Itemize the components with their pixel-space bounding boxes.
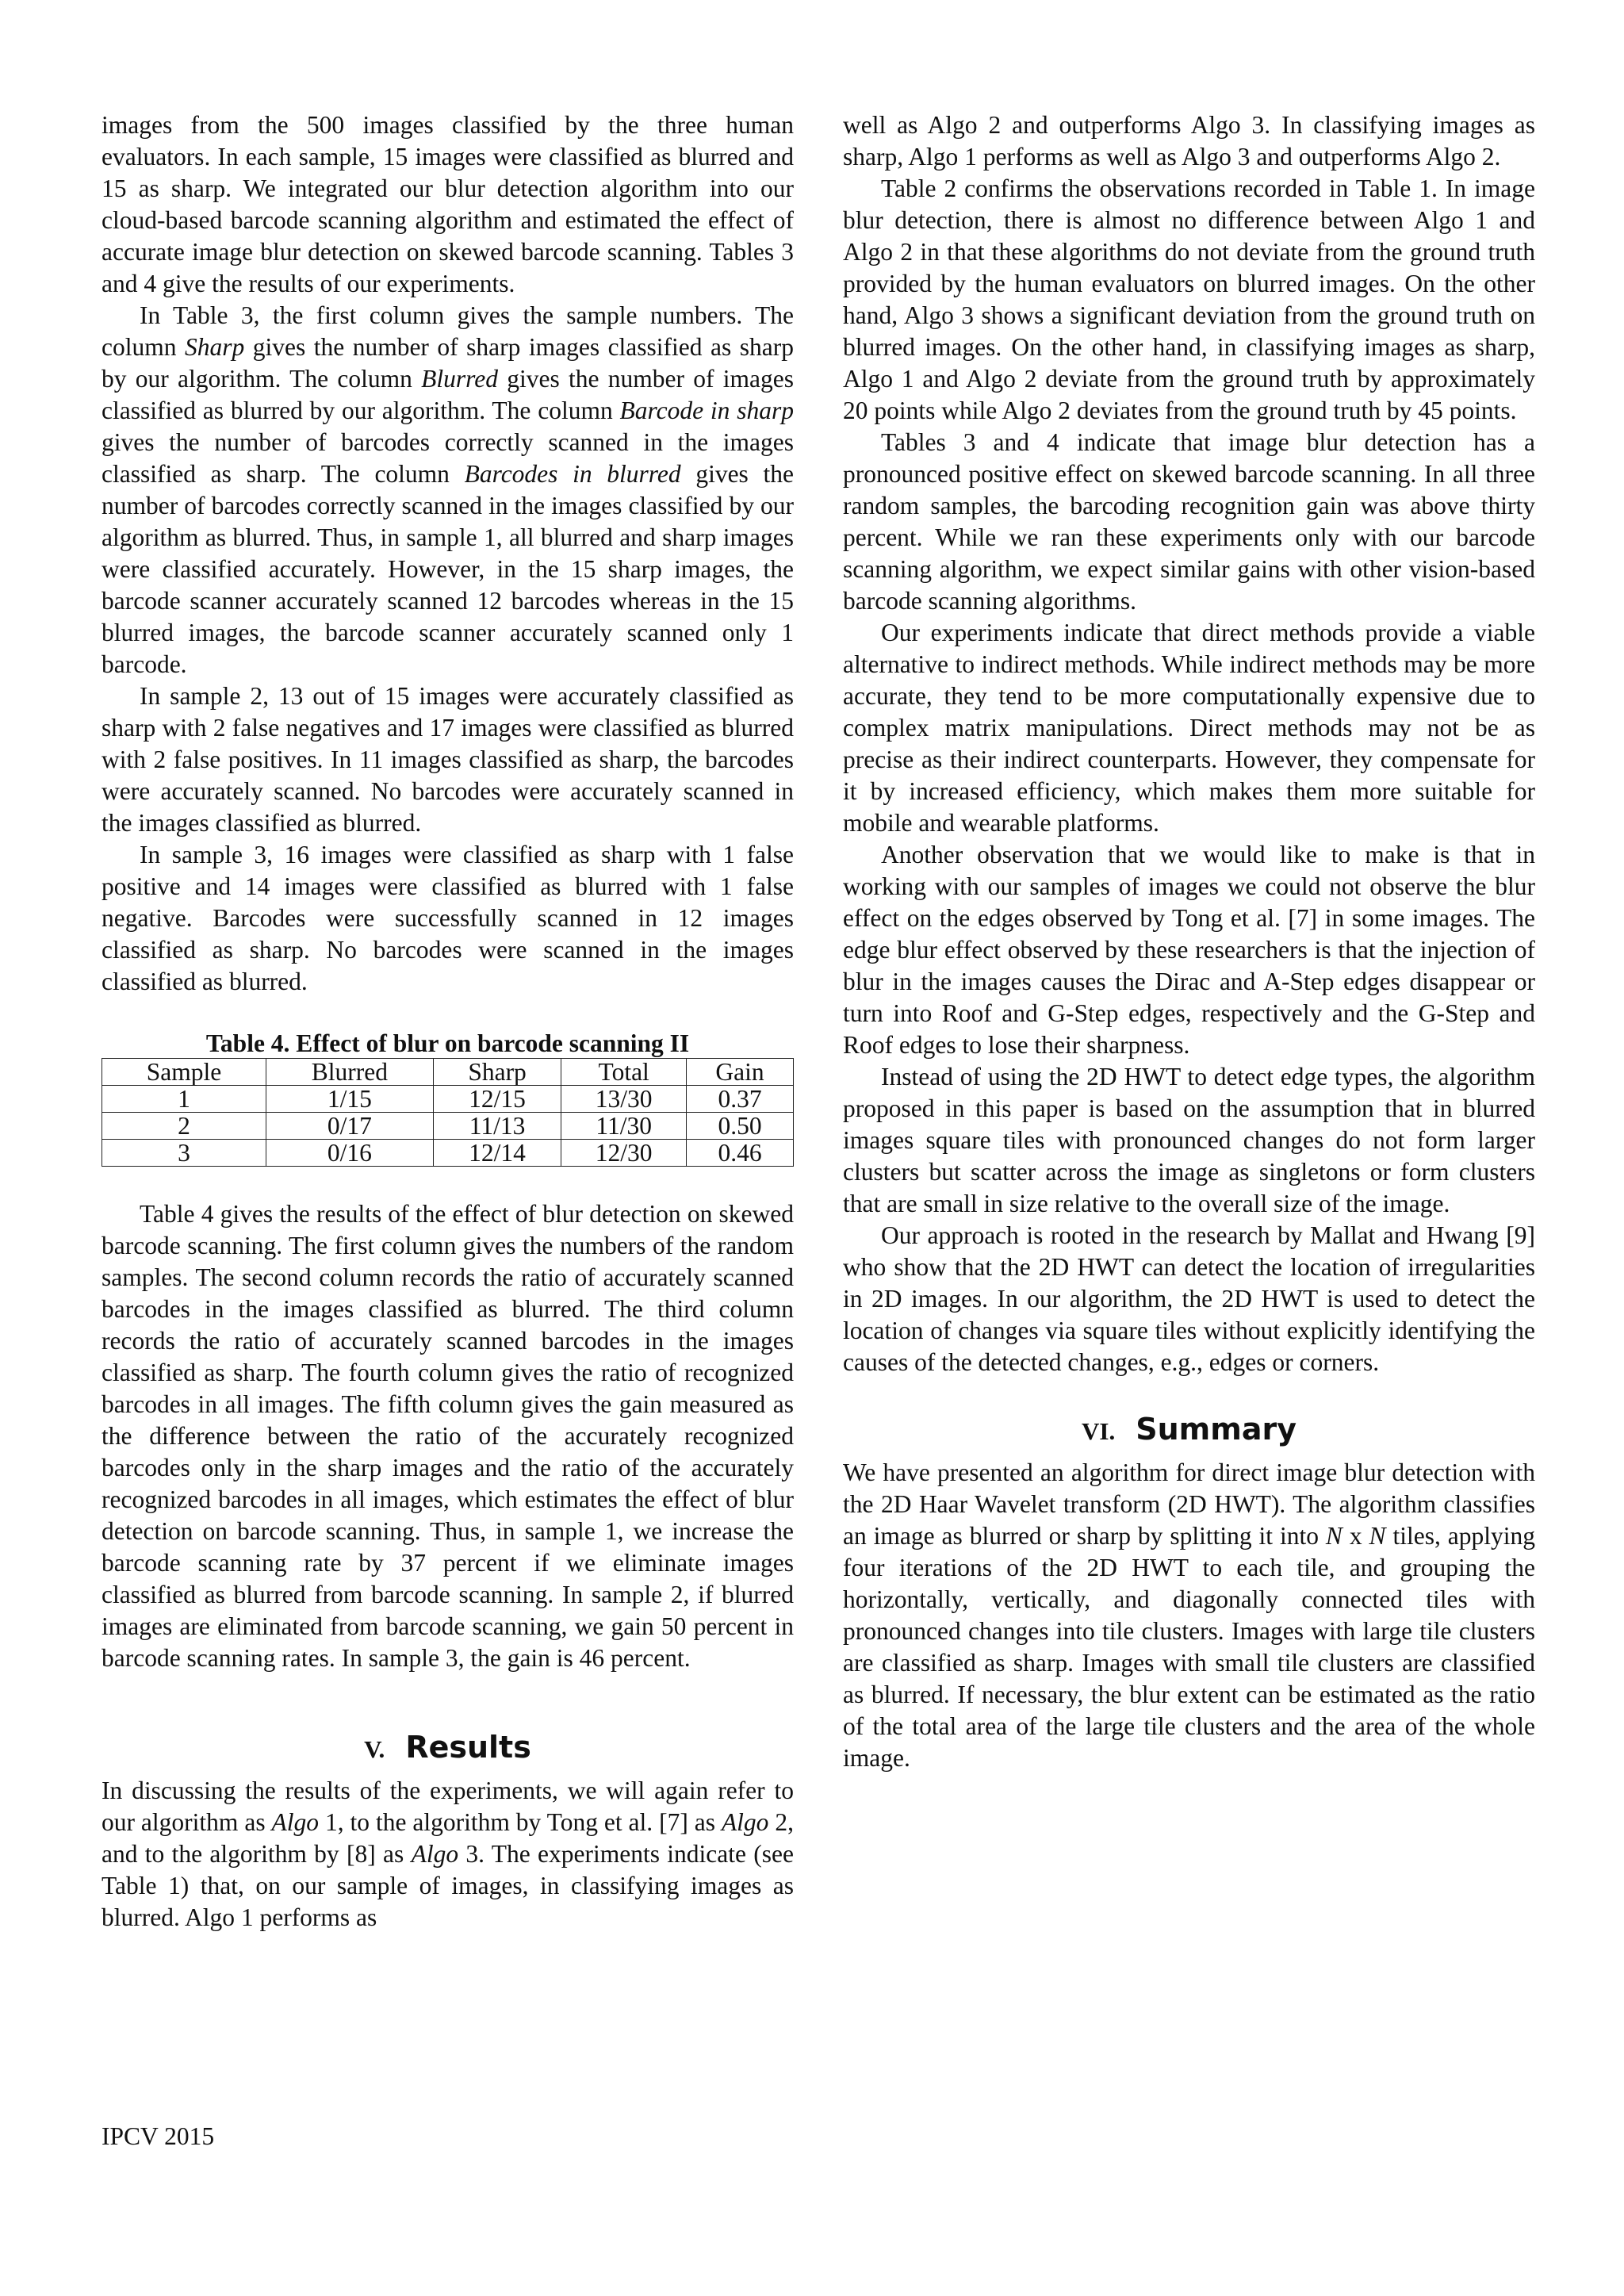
table-cell: 0/16: [266, 1140, 434, 1167]
page-footer: IPCV 2015: [102, 2122, 215, 2150]
section-heading-summary: [843, 1404, 1535, 1457]
data-table: [102, 1058, 794, 1167]
table-cell: 11/13: [433, 1113, 561, 1140]
left-column: [102, 109, 794, 1934]
paragraph: Our experiments indicate that direct methods provide a viable alternative to indirect methods. While indirect methods may be more accurate, they tend to be more computationally expensive due to complex matrix manipulations. Direct methods may not be as precise as their indirect counterparts. However, they compensate for it by increased efficiency, which makes them more suitable for mobile and wearable platforms.: [843, 619, 1535, 837]
table-cell: 0.50: [687, 1113, 794, 1140]
column-header: Blurred: [266, 1059, 434, 1086]
table-cell: 1: [102, 1086, 266, 1113]
table-header-row: [102, 1059, 794, 1086]
column-header: Sharp: [433, 1059, 561, 1086]
table-row: [102, 1086, 794, 1113]
table-cell: 12/14: [433, 1140, 561, 1167]
paragraph: well as Algo 2 and outperforms Algo 3. In classifying images as sharp, Algo 1 performs as well as Algo 3 and outperforms Algo 2.: [843, 111, 1535, 171]
section-heading-results: [102, 1722, 794, 1775]
paragraph: In sample 3, 16 images were classified as sharp with 1 false positive and 14 images were classified as blurred with 1 false negative. Barcodes were successfully scanned in 12 images classified as sharp. No barcodes were scanned in the images classified as blurred.: [102, 841, 794, 995]
paragraph: In discussing the results of the experiments, we will again refer to our algorithm as Algo 1, to the algorithm by Tong et al. [7] as Algo 2, and to the algorithm by [8] as Algo 3. The experiments indicate (see Table 1) that, on our sample of images, in classifying images as blurred. Algo 1 performs as: [102, 1777, 794, 1931]
table-row: [102, 1113, 794, 1140]
table-cell: 13/30: [561, 1086, 687, 1113]
table-caption: Table 4. Effect of blur on barcode scanning II: [205, 1029, 690, 1057]
table-cell: 11/30: [561, 1113, 687, 1140]
table-cell: 0.37: [687, 1086, 794, 1113]
table-cell: 2: [102, 1113, 266, 1140]
table-cell: 0/17: [266, 1113, 434, 1140]
column-header: Total: [561, 1059, 687, 1086]
section-number: V.: [364, 1735, 385, 1763]
paragraph: Instead of using the 2D HWT to detect edge types, the algorithm proposed in this paper is based on the assumption that in blurred images square tiles with pronounced changes do not form larger clusters but scatter across the image as singletons or form clusters that are small in size relative to the overall size of the image.: [843, 1063, 1535, 1217]
paragraph: Table 2 confirms the observations recorded in Table 1. In image blur detection, there is almost no difference between Algo 1 and Algo 2 in that these algorithms do not deviate from the ground truth provided by the human evaluators on blurred images. On the other hand, Algo 3 shows a significant deviation from the ground truth on blurred images. On the other hand, in classifying images as sharp, Algo 1 and Algo 2 deviate from the ground truth by approximately 20 points while Algo 2 deviates from the ground truth by 45 points.: [843, 174, 1535, 424]
table-cell: 12/30: [561, 1140, 687, 1167]
table-cell: 1/15: [266, 1086, 434, 1113]
paragraph: Table 4 gives the results of the effect of blur detection on skewed barcode scanning. The first column gives the numbers of the random samples. The second column records the ratio of accurately scanned barcodes in the images classified as blurred. The third column records the ratio of accurately scanned barcodes in the images classified as sharp. The fourth column gives the ratio of recognized barcodes in all images. The fifth column gives the gain measured as the difference between the ratio of the accurately recognized barcodes only in the sharp images and the ratio of the accurately recognized barcodes in all images, which estimates the effect of blur detection on barcode scanning. Thus, in sample 1, we increase the barcode scanning rate by 37 percent if we eliminate images classified as blurred from barcode scanning. In sample 2, if blurred images are eliminated from barcode scanning, we gain 50 percent in barcode scanning rates. In sample 3, the gain is 46 percent.: [102, 1200, 794, 1672]
section-title: Summary: [1136, 1412, 1297, 1447]
paragraph: In Table 3, the first column gives the sample numbers. The column Sharp gives the number of sharp images classified as sharp by our algorithm. The column Blurred gives the number of images classified as blurred by our algorithm. The column Barcode in sharp gives the number of barcodes correctly scanned in the images classified as sharp. The column Barcodes in blurred gives the number of barcodes correctly scanned in the images classified by our algorithm as blurred. Thus, in sample 1, all blurred and sharp images were classified accurately. However, in the 15 sharp images, the barcode scanner accurately scanned 12 barcodes whereas in the 15 blurred images, the barcode scanner accurately scanned only 1 barcode.: [102, 301, 795, 678]
paragraph: Tables 3 and 4 indicate that image blur detection has a pronounced positive effect on skewed barcode scanning. In all three random samples, the barcoding recognition gain was above thirty percent. While we ran these experiments only with our barcode scanning algorithm, we expect similar gains with other vision-based barcode scanning algorithms.: [843, 428, 1535, 615]
section-title: Results: [405, 1730, 531, 1765]
paragraph: Another observation that we would like to make is that in working with our samples of images we could not observe the blur effect on the edges observed by Tong et al. [7] in some images. The edge blur effect observed by these researchers is that the injection of blur in the images causes the Dirac and A-Step edges disappear or turn into Roof and G-Step edges, respectively and the G-Step and Roof edges to lose their sharpness.: [843, 841, 1535, 1059]
paragraph: In sample 2, 13 out of 15 images were accurately classified as sharp with 2 false negatives and 17 images were classified as blurred with 2 false positives. In 11 images classified as sharp, the barcodes were accurately scanned. No barcodes were accurately scanned in the images classified as blurred.: [102, 682, 794, 837]
table-cell: 0.46: [687, 1140, 794, 1167]
column-header: Sample: [102, 1059, 266, 1086]
table-row: [102, 1140, 794, 1167]
right-column: [843, 109, 1535, 1774]
table-cell: 3: [102, 1140, 266, 1167]
paragraph: We have presented an algorithm for direct image blur detection with the 2D Haar Wavelet transform (2D HWT). The algorithm classifies an image as blurred or sharp by splitting it into N x N tiles, applying four iterations of the 2D HWT to each tile, and grouping the horizontally, vertically, and diagonally connected tiles with pronounced changes into tile clusters. Images with large tile clusters are classified as sharp. Images with small tile clusters are classified as blurred. If necessary, the blur extent can be estimated as the ratio of the total area of the large tile clusters and the area of the whole image.: [843, 1458, 1536, 1772]
paragraph: images from the 500 images classified by the three human evaluators. In each sample, 15 images were classified as blurred and 15 as sharp. We integrated our blur detection algorithm into our cloud-based barcode scanning algorithm and estimated the effect of accurate image blur detection on skewed barcode scanning. Tables 3 and 4 give the results of our experiments.: [102, 111, 794, 297]
section-number: VI.: [1082, 1417, 1116, 1445]
table-4: [102, 1029, 794, 1167]
table-cell: 12/15: [433, 1086, 561, 1113]
paragraph: Our approach is rooted in the research by Mallat and Hwang [9] who show that the 2D HWT can detect the location of irregularities in 2D images. In our algorithm, the 2D HWT is used to detect the location of changes via square tiles without explicitly identifying the causes of the detected changes, e.g., edges or corners.: [843, 1221, 1535, 1376]
column-header: Gain: [687, 1059, 794, 1086]
